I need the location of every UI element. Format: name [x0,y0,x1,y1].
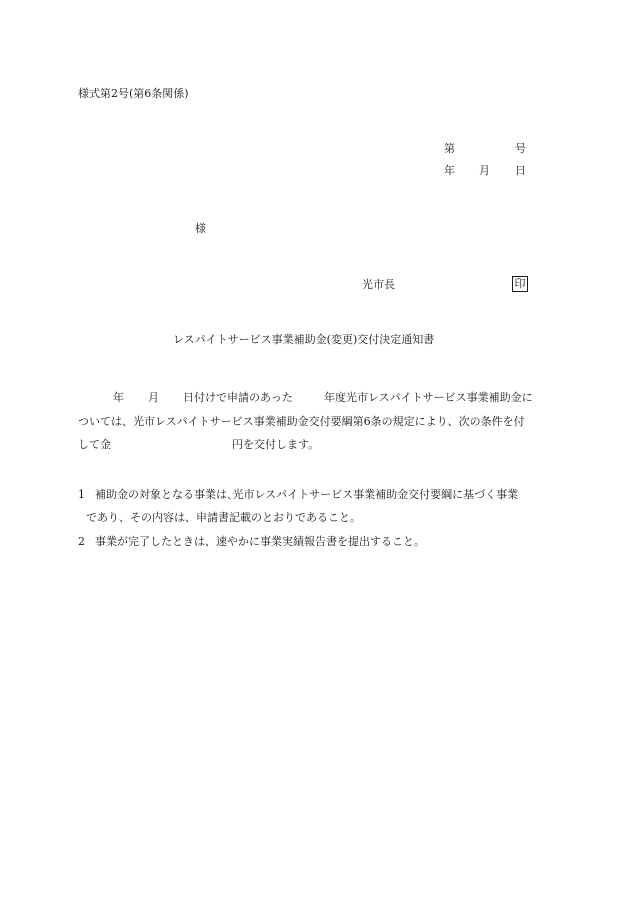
date-day: 日 [515,164,526,177]
document-title: レスパイトサービス事業補助金(変更)交付決定通知書 [173,333,435,346]
doc-number-prefix: 第 [444,142,455,155]
doc-number-suffix: 号 [515,142,526,155]
body-line1-text: 日付けで申請のあった [183,391,293,404]
condition-number: 2 [78,535,85,548]
apply-month: 月 [148,391,159,404]
seal-mark: 印 [512,276,528,292]
apply-year: 年 [113,391,124,404]
date-month: 月 [479,164,490,177]
condition-text: 補助金の対象となる事業は､光市レスパイトサービス事業補助金交付要綱に基づく事業 [95,488,519,501]
form-label: 様式第2号(第6条関係) [78,87,189,100]
issuer-name: 光市長 [362,278,395,291]
body-line2: ついては、光市レスパイトサービス事業補助金交付要綱第6条の規定により、次の条件を付 [78,415,525,428]
condition-number: 1 [78,488,85,501]
fiscal-year-text: 年度光市レスパイトサービス事業補助金に [324,391,533,404]
condition-text: 事業が完了したときは、速やかに事業実績報告書を提出すること。 [95,535,425,548]
recipient-honorific: 様 [195,222,206,235]
amount-suffix: 円を交付します。 [232,438,320,451]
date-year: 年 [444,164,455,177]
amount-prefix: して金 [78,438,111,451]
condition-text-continued: であり、その内容は、申請書記載のとおりであること。 [86,511,361,524]
